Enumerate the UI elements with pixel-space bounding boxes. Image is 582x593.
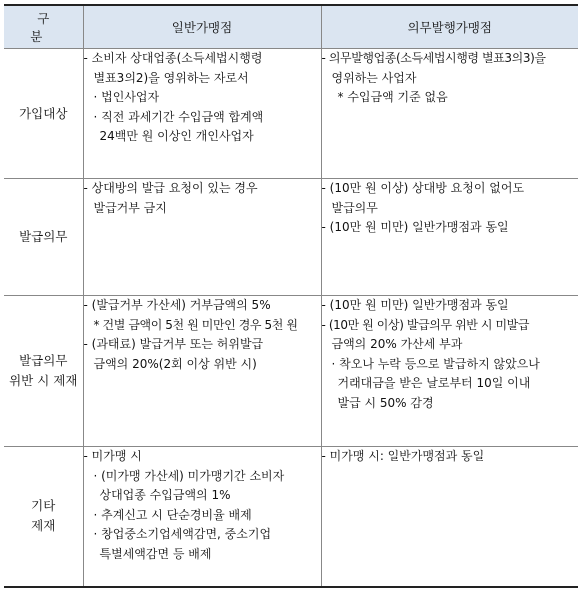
general-cell: - 미가맹 시 · (미가맹 가산세) 미가맹기간 소비자 상대업종 수입금액의 1% · 추계신고 시 단순경비율 배제 · 창업중소기업세액감면, 중소기업 특별세액감면 등 배제 (83, 447, 321, 587)
mandatory-cell: - (10만 원 이상) 상대방 요청이 없어도 발급의무 - (10만 원 미만) 일반가맹점과 동일 (321, 179, 578, 296)
comparison-table (4, 4, 578, 588)
table-row (4, 179, 578, 296)
general-cell: - 소비자 상대업종(소득세법시행령 별표3의2)을 영위하는 자로서 · 법인사업자 · 직전 과세기간 수입금액 합계액 24백만 원 이상인 개인사업자 (83, 49, 321, 179)
table-row (4, 296, 578, 447)
header-mandatory-merchant: 의무발행가맹점 (321, 5, 578, 49)
row-category: 가입대상 (4, 49, 83, 179)
row-category: 기타 제재 (4, 447, 83, 587)
general-cell: - (발급거부 가산세) 거부금액의 5% * 건별 금액이 5천 원 미만인 경우 5천 원 - (과태료) 발급거부 또는 허위발급 금액의 20%(2회 이상 위반 시) (83, 296, 321, 447)
header-category: 구 분 (4, 5, 83, 49)
table-row (4, 447, 578, 587)
row-category: 발급의무 위반 시 제재 (4, 296, 83, 447)
table-header-row (4, 5, 578, 49)
row-category: 발급의무 (4, 179, 83, 296)
mandatory-cell: - (10만 원 미만) 일반가맹점과 동일 - (10만 원 이상) 발급의무 위반 시 미발급 금액의 20% 가산세 부과 · 착오나 누락 등으로 발급하지 않았으나 거래대금을 받은 날로부터 10일 이내 발급 시 50% 감경 (321, 296, 578, 447)
general-cell: - 상대방의 발급 요청이 있는 경우 발급거부 금지 (83, 179, 321, 296)
mandatory-cell: - 의무발행업종(소득세법시행령 별표3의3)을 영위하는 사업자 * 수입금액 기준 없음 (321, 49, 578, 179)
header-general-merchant: 일반가맹점 (83, 5, 321, 49)
table-row (4, 49, 578, 179)
mandatory-cell: - 미가맹 시: 일반가맹점과 동일 (321, 447, 578, 587)
